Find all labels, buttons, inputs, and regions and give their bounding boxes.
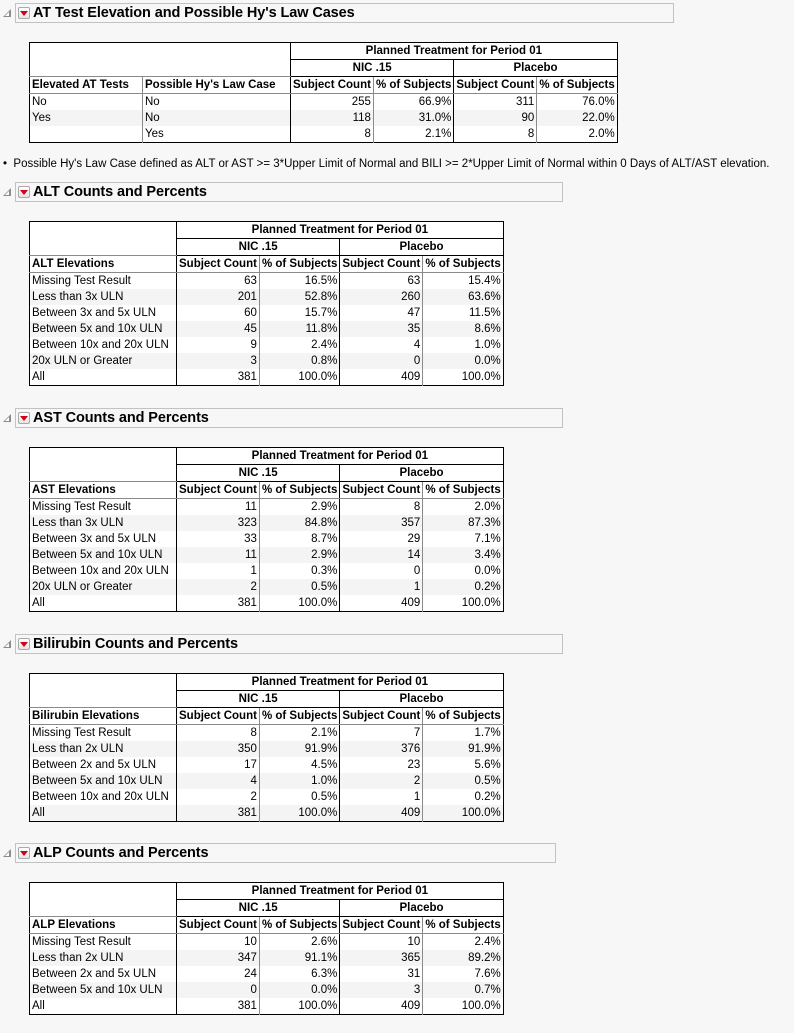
table-row [30,547,504,563]
empty-corner [30,883,177,917]
cell: 2 [177,789,260,805]
cell: 2.4% [423,934,503,951]
cell: 2 [177,579,260,595]
group-header-placebo: Placebo [340,900,503,917]
alt-table [29,221,504,386]
col-header: Subject Count [177,917,260,934]
col-header: % of Subjects [423,917,503,934]
cell: 100.0% [423,369,503,386]
cell: 91.1% [259,950,339,966]
row-label: Less than 2x ULN [30,741,177,757]
cell: 16.5% [259,273,339,290]
cell: 0 [177,982,260,998]
cell [30,126,143,143]
spanner-header: Planned Treatment for Period 01 [177,448,504,465]
col-header: Subject Count [177,256,260,273]
row-label: Between 10x and 20x ULN [32,791,169,803]
table-row [30,337,504,353]
table-row [30,353,504,369]
row-label: Between 5x and 10x ULN [30,773,177,789]
disclosure-triangle-icon[interactable] [3,849,12,858]
cell: 11 [177,547,260,563]
row-label: Between 5x and 10x ULN [30,547,177,563]
cell: 5.6% [423,757,503,773]
cell: 63 [177,273,260,290]
cell: 2.9% [259,547,339,563]
cell: 381 [177,998,260,1015]
cell: 0 [340,563,423,579]
col-header: % of Subjects [373,77,453,94]
table-row [30,531,504,547]
table-row [30,369,504,386]
cell: 2.0% [537,126,617,143]
row-label: 20x ULN or Greater [30,579,177,595]
cell: 409 [340,805,423,822]
cell: 357 [340,515,423,531]
ast-table [29,447,504,612]
cell: 10 [340,934,423,951]
cell: 350 [177,741,260,757]
cell: 1.0% [423,337,503,353]
row-label: All [30,805,177,822]
cell: 0.5% [423,773,503,789]
cell: 89.2% [423,950,503,966]
red-triangle-menu-icon[interactable] [18,186,30,198]
hys-law-table [29,42,618,143]
row-label: Between 10x and 20x ULN [32,339,169,351]
col-header: % of Subjects [423,482,503,499]
cell: 100.0% [423,805,503,822]
table-row [30,110,618,126]
group-header-placebo: Placebo [454,60,617,77]
table-row [30,789,504,805]
cell: 66.9% [373,94,453,111]
hys-law-definition-note [3,158,769,170]
cell: 1 [340,789,423,805]
cell: 2.0% [423,499,503,516]
table-row [30,741,504,757]
bullet: • [3,158,14,170]
row-label: Between 10x and 20x ULN [32,565,169,577]
hys-law-outline-header [3,3,674,23]
row-label: Between 2x and 5x ULN [32,968,157,980]
row-label: Missing Test Result [32,275,131,287]
row-label: Missing Test Result [32,501,131,513]
table-row [30,273,504,290]
cell: 409 [340,998,423,1015]
cell: 100.0% [423,998,503,1015]
cell: 15.7% [259,305,339,321]
table-row [30,773,504,789]
cell: 2.9% [259,499,339,516]
table-row [30,595,504,612]
ast-title: AST Counts and Percents [33,410,209,426]
group-header-nic: NIC .15 [177,900,340,917]
disclosure-triangle-icon[interactable] [3,188,12,197]
col-header: Bilirubin Elevations [30,708,177,725]
group-header-nic: NIC .15 [291,60,454,77]
cell: 4.5% [259,757,339,773]
cell: 2.1% [373,126,453,143]
row-label: All [32,597,45,609]
group-header-placebo: Placebo [340,691,503,708]
cell: 347 [177,950,260,966]
cell: 31 [340,966,423,982]
row-label: Missing Test Result [32,727,131,739]
cell: 33 [177,531,260,547]
cell: 3 [177,353,260,369]
table-row [30,725,504,742]
red-triangle-menu-icon[interactable] [18,7,30,19]
col-header: Subject Count [340,708,423,725]
col-header: Subject Count [177,482,260,499]
cell: 381 [177,805,260,822]
cell: 22.0% [537,110,617,126]
col-header: Subject Count [340,917,423,934]
cell: 52.8% [259,289,339,305]
cell: 8.6% [423,321,503,337]
cell: 0.5% [259,789,339,805]
cell: 8 [177,725,260,742]
cell: 8.7% [259,531,339,547]
col-header: Subject Count [177,708,260,725]
row-label: Between 2x and 5x ULN [32,759,157,771]
cell: 0.0% [423,563,503,579]
red-triangle-menu-icon[interactable] [18,638,30,650]
cell: 7 [340,725,423,742]
cell: 4 [177,773,260,789]
col-header: % of Subjects [537,77,617,94]
cell: 0.7% [423,982,503,998]
row-label: Missing Test Result [32,936,131,948]
cell: 0.3% [259,563,339,579]
row-label: Between 3x and 5x ULN [32,533,157,545]
col-header: % of Subjects [259,708,339,725]
cell: 0.2% [423,789,503,805]
spanner-header: Planned Treatment for Period 01 [291,43,618,60]
cell: 2.4% [259,337,339,353]
cell: 1.7% [423,725,503,742]
alp-header-bar [15,843,556,863]
table-row [30,805,504,822]
ast-header-bar [15,408,563,428]
cell: 100.0% [259,369,339,386]
cell: 11 [177,499,260,516]
cell: Yes [143,126,291,143]
col-header: AST Elevations [30,482,177,499]
empty-corner [30,222,177,256]
cell: 0 [340,353,423,369]
col-header: % of Subjects [259,917,339,934]
table-row [30,934,504,951]
cell: 76.0% [537,94,617,111]
row-label: All [32,1000,45,1012]
col-header: Subject Count [291,77,374,94]
cell: 118 [291,110,374,126]
cell: 45 [177,321,260,337]
cell: 91.9% [423,741,503,757]
hys-law-header-bar [15,3,674,23]
alp-table [29,882,504,1015]
cell: 0.0% [259,982,339,998]
col-header: % of Subjects [423,256,503,273]
row-label: All [32,371,45,383]
cell: 15.4% [423,273,503,290]
bilirubin-title: Bilirubin Counts and Percents [33,636,238,652]
cell: 87.3% [423,515,503,531]
col-header: Subject Count [340,256,423,273]
row-label: Between 5x and 10x ULN [30,982,177,998]
cell: 1 [177,563,260,579]
col-header: ALP Elevations [30,917,177,934]
row-label: Between 5x and 10x ULN [30,321,177,337]
cell: 376 [340,741,423,757]
table-row [30,757,504,773]
group-header-nic: NIC .15 [177,465,340,482]
table-row [30,982,504,998]
cell: 323 [177,515,260,531]
group-header-nic: NIC .15 [177,239,340,256]
cell: 8 [454,126,537,143]
cell: 1.0% [259,773,339,789]
cell: 1 [340,579,423,595]
row-label: Less than 3x ULN [30,515,177,531]
table-row [30,998,504,1015]
cell: 0.8% [259,353,339,369]
cell: 47 [340,305,423,321]
cell: Yes [30,110,143,126]
bilirubin-header-bar [15,634,563,654]
row-label: Between 3x and 5x ULN [32,307,157,319]
table-row [30,579,504,595]
row-label: Less than 2x ULN [30,950,177,966]
bilirubin-outline-header [3,634,563,654]
disclosure-triangle-icon[interactable] [3,9,12,18]
cell: 2 [340,773,423,789]
col-header: % of Subjects [259,256,339,273]
table-row [30,126,618,143]
cell: 0.2% [423,579,503,595]
cell: 260 [340,289,423,305]
cell: 29 [340,531,423,547]
group-header-nic: NIC .15 [177,691,340,708]
cell: 23 [340,757,423,773]
col-header: Subject Count [454,77,537,94]
spanner-header: Planned Treatment for Period 01 [177,222,504,239]
table-row [30,305,504,321]
alp-title: ALP Counts and Percents [33,845,209,861]
cell: 4 [340,337,423,353]
cell: 201 [177,289,260,305]
spanner-header: Planned Treatment for Period 01 [177,883,504,900]
spanner-header: Planned Treatment for Period 01 [177,674,504,691]
col-header: Elevated AT Tests [30,77,143,94]
col-header: % of Subjects [259,482,339,499]
red-triangle-menu-icon[interactable] [18,847,30,859]
empty-corner [30,674,177,708]
cell: 8 [340,499,423,516]
col-header: Possible Hy's Law Case [143,77,291,94]
table-row [30,289,504,305]
cell: 311 [454,94,537,111]
cell: 100.0% [259,805,339,822]
row-label: 20x ULN or Greater [30,353,177,369]
cell: 8 [291,126,374,143]
cell: 0.0% [423,353,503,369]
cell: 409 [340,369,423,386]
table-row [30,950,504,966]
cell: 2.6% [259,934,339,951]
cell: 100.0% [259,998,339,1015]
cell: 3.4% [423,547,503,563]
cell: 11.5% [423,305,503,321]
table-row [30,94,618,111]
table-row [30,499,504,516]
table-row [30,321,504,337]
alt-header-bar [15,182,563,202]
cell: 91.9% [259,741,339,757]
alt-outline-header [3,182,563,202]
red-triangle-menu-icon[interactable] [18,412,30,424]
group-header-placebo: Placebo [340,239,503,256]
cell: 63 [340,273,423,290]
cell: 7.6% [423,966,503,982]
cell: No [143,94,291,111]
cell: 35 [340,321,423,337]
bilirubin-table [29,673,504,822]
cell: 63.6% [423,289,503,305]
cell: 365 [340,950,423,966]
cell: 24 [177,966,260,982]
table-row [30,515,504,531]
table-row [30,966,504,982]
col-header: % of Subjects [423,708,503,725]
hys-law-title: AT Test Elevation and Possible Hy's Law Cases [33,5,355,21]
row-label: Less than 3x ULN [30,289,177,305]
empty-corner [30,448,177,482]
cell: 17 [177,757,260,773]
cell: 31.0% [373,110,453,126]
ast-outline-header [3,408,563,428]
cell: 100.0% [259,595,339,612]
cell: 7.1% [423,531,503,547]
cell: 60 [177,305,260,321]
cell: 9 [177,337,260,353]
cell: 0.5% [259,579,339,595]
cell: 2.1% [259,725,339,742]
cell: 84.8% [259,515,339,531]
cell: 100.0% [423,595,503,612]
cell: 381 [177,595,260,612]
cell: 90 [454,110,537,126]
alt-title: ALT Counts and Percents [33,184,207,200]
cell: 409 [340,595,423,612]
group-header-placebo: Placebo [340,465,503,482]
cell: No [32,96,47,108]
col-header: Subject Count [340,482,423,499]
note-text: Possible Hy's Law Case defined as ALT or AST >= 3*Upper Limit of Normal and BILI >= 2*Upper Limit of Normal within 0 Days of ALT/AST elevation. [13,158,770,170]
cell: No [143,110,291,126]
cell: 11.8% [259,321,339,337]
alp-outline-header [3,843,556,863]
table-row [30,563,504,579]
cell: 10 [177,934,260,951]
empty-corner [30,43,291,77]
cell: 3 [340,982,423,998]
cell: 14 [340,547,423,563]
cell: 255 [291,94,374,111]
col-header: ALT Elevations [30,256,177,273]
cell: 381 [177,369,260,386]
disclosure-triangle-icon[interactable] [3,640,12,649]
disclosure-triangle-icon[interactable] [3,414,12,423]
cell: 6.3% [259,966,339,982]
